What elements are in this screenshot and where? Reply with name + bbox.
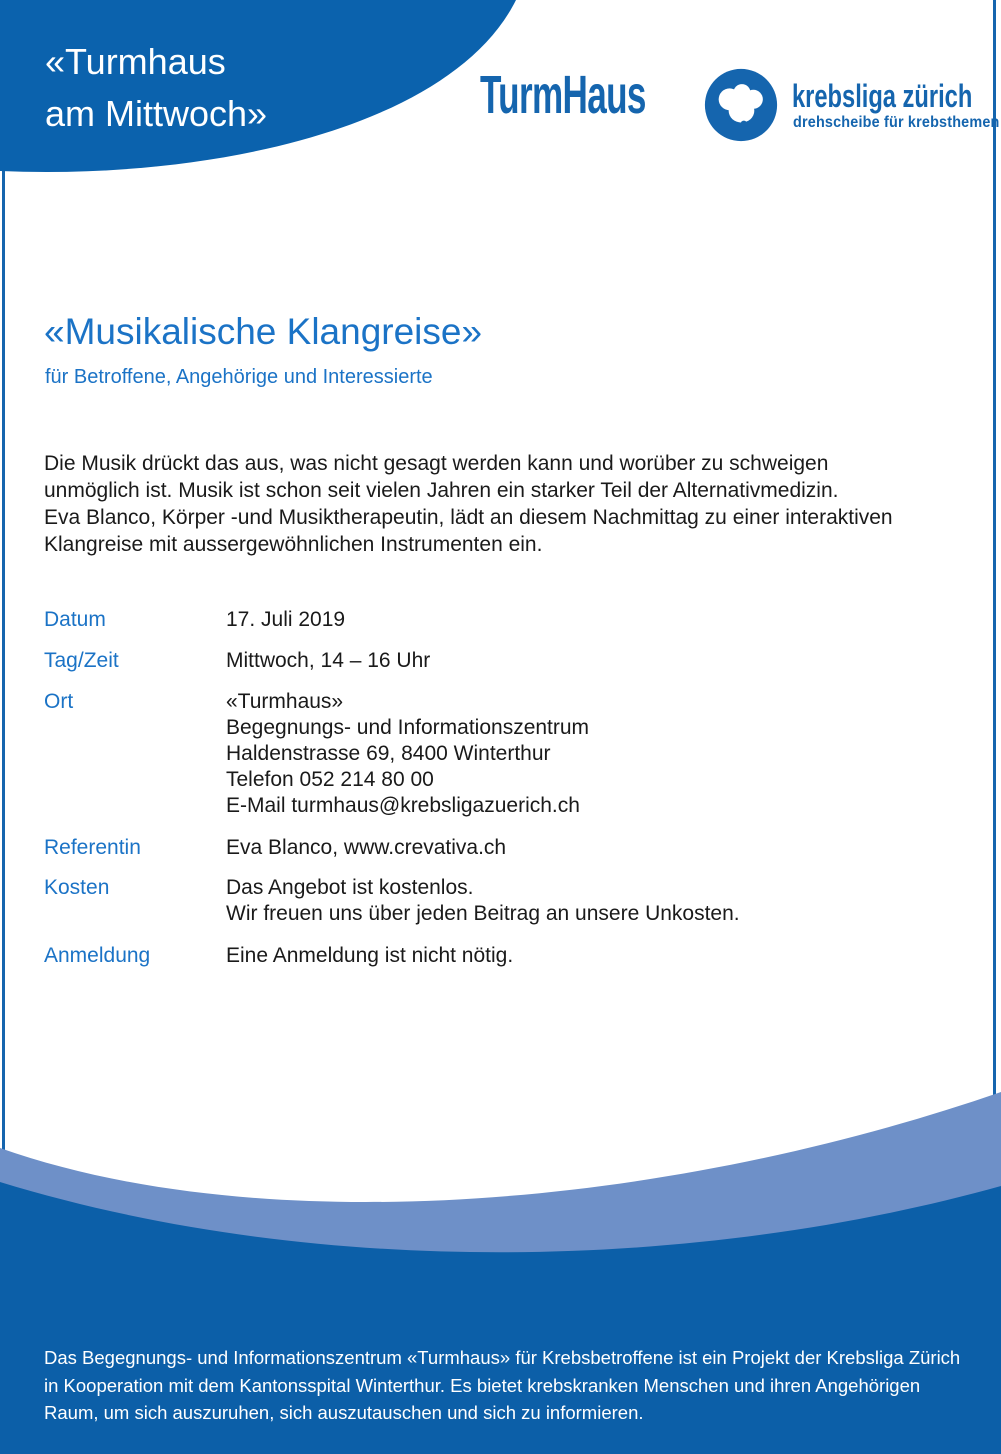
- detail-label-datum: Datum: [44, 608, 106, 631]
- detail-value-referentin: [226, 835, 506, 861]
- krebsliga-flower-icon: [703, 67, 779, 143]
- banner-title-line2: am Mittwoch»: [45, 93, 268, 134]
- detail-value-line: Telefon 052 214 80 00: [226, 768, 434, 791]
- banner-title-line1: «Turmhaus: [45, 41, 226, 82]
- event-title: «Musikalische Klangreise»: [44, 311, 483, 352]
- detail-value-line: Wir freuen uns über jeden Beitrag an unsere Unkosten.: [226, 902, 740, 925]
- intro-line: Klangreise mit aussergewöhnlichen Instrumenten ein.: [44, 533, 543, 556]
- detail-value-datum: [226, 607, 345, 633]
- detail-value-tag-zeit: [226, 648, 430, 674]
- detail-value-line: Eva Blanco, www.crevativa.ch: [226, 836, 507, 859]
- intro-line: Eva Blanco, Körper -und Musiktherapeutin, lädt an diesem Nachmittag zu einer interaktiven: [44, 506, 893, 529]
- intro-line: Die Musik drückt das aus, was nicht gesagt werden kann und worüber zu schweigen: [44, 452, 829, 475]
- turmhaus-logo: TurmHaus: [480, 65, 646, 125]
- krebsliga-logo-name: krebsliga zürich: [792, 78, 973, 114]
- detail-label-ort: Ort: [44, 690, 74, 713]
- event-subtitle: für Betroffene, Angehörige und Interessierte: [45, 366, 433, 388]
- detail-value-line: Mittwoch, 14 – 16 Uhr: [226, 649, 431, 672]
- detail-value-line: «Turmhaus»: [226, 690, 344, 713]
- detail-label-referentin: Referentin: [44, 836, 141, 859]
- intro-paragraph: [44, 450, 893, 558]
- footer-line: in Kooperation mit dem Kantonsspital Winterthur. Es bietet krebskranken Menschen und ihren Angehörigen: [44, 1374, 921, 1396]
- banner-title: [45, 36, 267, 140]
- footer-line: Das Begegnungs- und Informationszentrum «Turmhaus» für Krebsbetroffene ist ein Projekt der Krebsliga Zürich: [44, 1347, 961, 1368]
- detail-value-kosten: [226, 875, 740, 927]
- detail-value-line: Das Angebot ist kostenlos.: [226, 876, 474, 899]
- detail-value-line: Begegnungs- und Informationszentrum: [226, 716, 590, 739]
- detail-value-ort: [226, 689, 589, 819]
- detail-value-line: Haldenstrasse 69, 8400 Winterthur: [226, 742, 551, 765]
- detail-label-anmeldung: Anmeldung: [44, 944, 151, 967]
- detail-value-line: 17. Juli 2019: [226, 608, 346, 631]
- detail-value-line: Eine Anmeldung ist nicht nötig.: [226, 944, 514, 967]
- detail-value-anmeldung: [226, 943, 513, 969]
- detail-label-kosten: Kosten: [44, 876, 110, 899]
- detail-label-tag-zeit: Tag/Zeit: [44, 649, 119, 672]
- intro-line: unmöglich ist. Musik ist schon seit vielen Jahren ein starker Teil der Alternativmedizin.: [44, 479, 839, 502]
- footer-line: Raum, um sich auszuruhen, sich auszutauschen und sich zu informieren.: [44, 1402, 644, 1423]
- detail-value-line: E-Mail turmhaus@krebsligazuerich.ch: [226, 794, 580, 817]
- krebsliga-logo-tagline: drehscheibe für krebsthemen: [793, 114, 1000, 131]
- footer-paragraph: [44, 1344, 960, 1427]
